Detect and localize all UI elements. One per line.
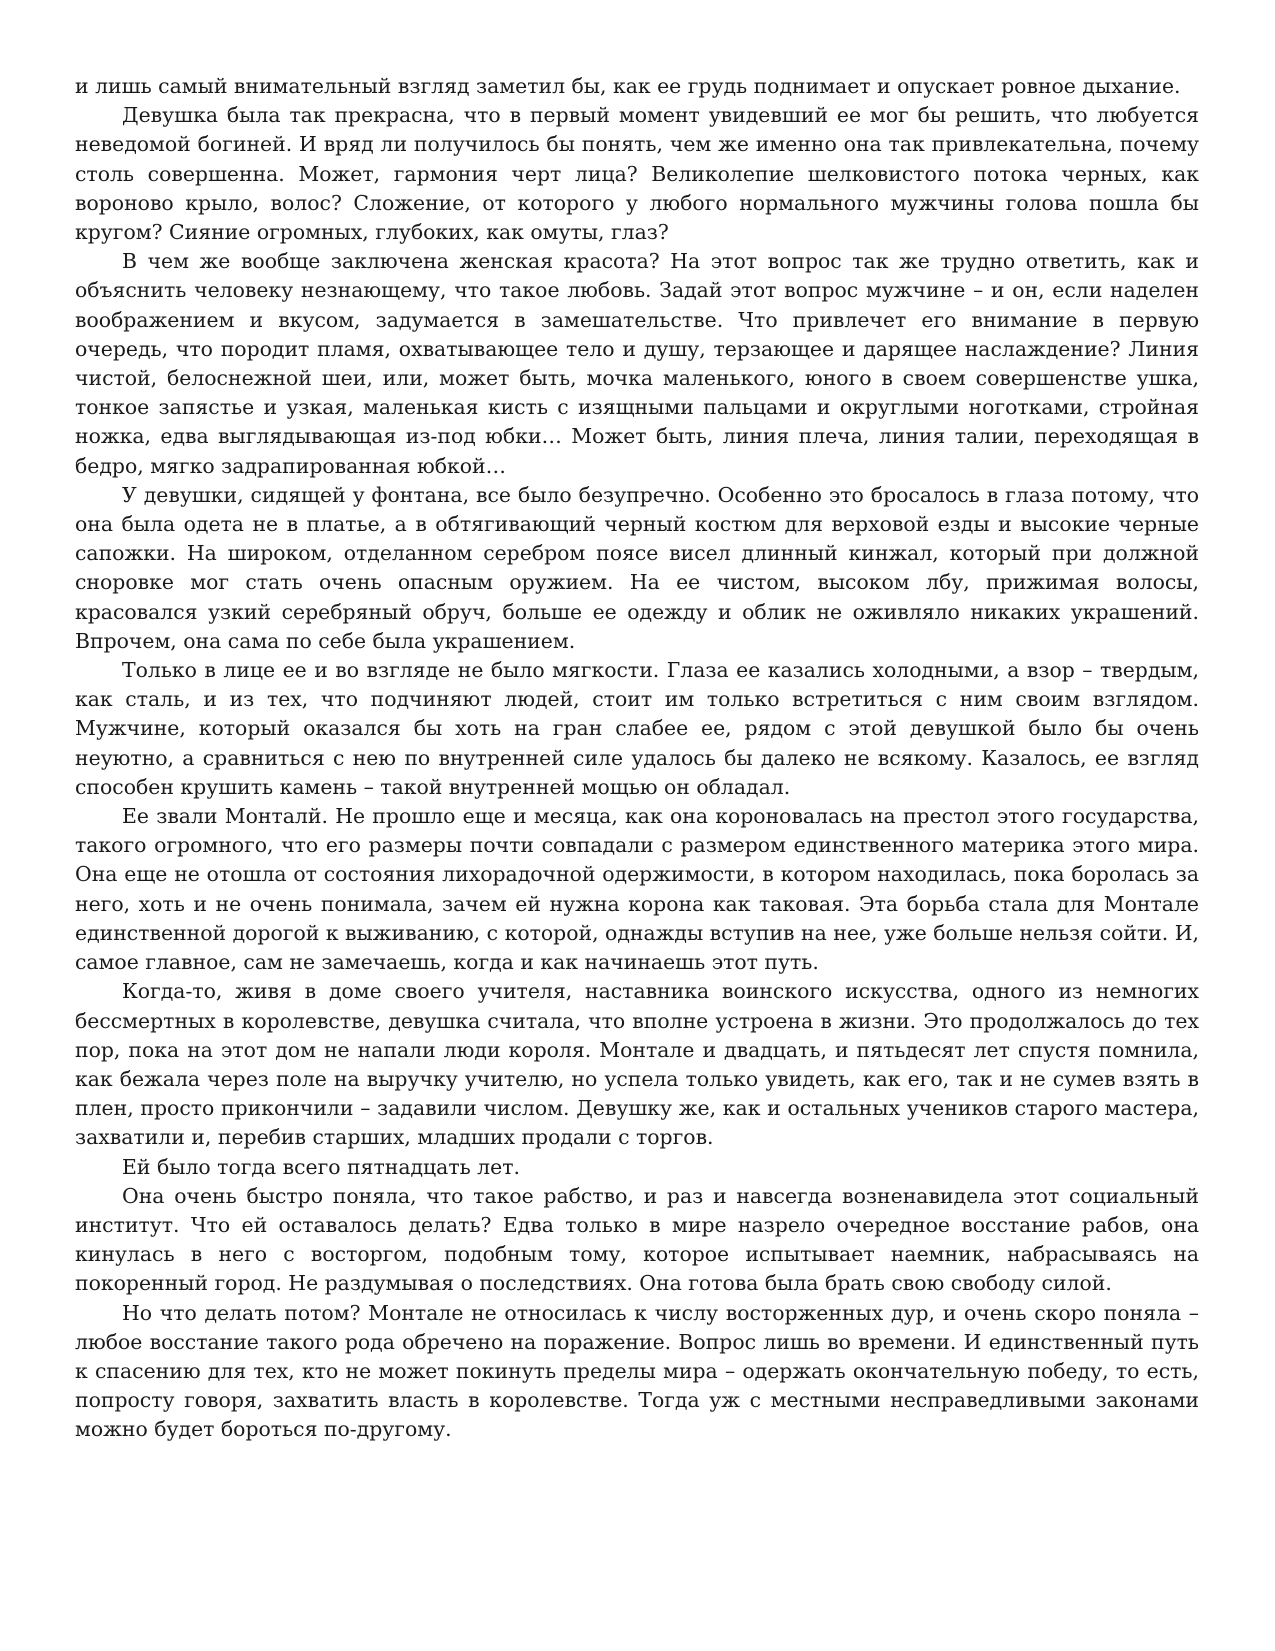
paragraph: и лишь самый внимательный взгляд заметил бы, как ее грудь поднимает и опускает ровное дыхание. [75, 74, 1181, 98]
paragraph: Ее звали Монталй. Не прошло еще и месяца, как она короновалась на престол этого государства, такого огромного, что его размеры почти совпадали с размером единственного материка этого мира. Она еще не отошла от состояния лихорадочной одержимости, в котором находилась, пока боролась за него, хоть и не очень понимала, зачем ей нужна корона как таковая. Эта борьба стала для Монтале единственной дорогой к выживанию, с которой, однажды вступив на нее, уже больше нельзя сойти. И, самое главное, сам не замечаешь, когда и как начинаешь этот путь. [75, 804, 1199, 975]
paragraph: Она очень быстро поняла, что такое рабство, и раз и навсегда возненавидела этот социальный институт. Что ей оставалось делать? Едва только в мире назрело очередное восстание рабов, она кинулась в него с восторгом, подобным тому, которое испытывает наемник, набрасываясь на покоренный город. Не раздумывая о последствиях. Она готова была брать свою свободу силой. [75, 1183, 1199, 1296]
paragraph: Только в лице ее и во взгляде не было мягкости. Глаза ее казались холодными, а взор – твердым, как сталь, и из тех, что подчиняют людей, стоит им только встретиться с ним своим взглядом. Мужчине, который оказался бы хоть на гран слабее ее, рядом с этой девушкой было бы очень неуютно, а сравниться с нею по внутренней силе удалось бы далеко не всякому. Казалось, ее взгляд способен крушить камень – такой внутренней мощью он обладал. [75, 658, 1199, 799]
paragraph: Но что делать потом? Монтале не относилась к числу восторженных дур, и очень скоро поняла – любое восстание такого рода обречено на поражение. Вопрос лишь во времени. И единственный путь к спасению для тех, кто не может покинуть пределы мира – одержать окончательную победу, то есть, попросту говоря, захватить власть в королевстве. Тогда уж с местными несправедливыми законами можно будет бороться по-другому. [75, 1300, 1199, 1442]
paragraph: У девушки, сидящей у фонтана, все было безупречно. Особенно это бросалось в глаза потому, что она была одета не в платье, а в обтягивающий черный костюм для верховой езды и высокие черные сапожки. На широком, отделанном серебром поясе висел длинный кинжал, который при должной сноровке мог стать очень опасным оружием. На ее чистом, высоком лбу, прижимая волосы, красовался узкий серебряный обруч, больше ее одежду и облик не оживляло никаких украшений. Впрочем, она сама по себе была украшением. [75, 482, 1199, 653]
document-page [75, 72, 1199, 1445]
paragraph: Когда-то, живя в доме своего учителя, наставника воинского искусства, одного из немногих бессмертных в королевстве, девушка считала, что вполне устроена в жизни. Это продолжалось до тех пор, пока на этот дом не напали люди короля. Монтале и двадцать, и пятьдесят лет спустя помнила, как бежала через поле на выручку учителю, но успела только увидеть, как его, так и не сумев взять в плен, просто прикончили – задавили числом. Девушку же, как и остальных учеников старого мастера, захватили и, перебив старших, младших продали с торгов. [75, 979, 1199, 1150]
paragraph: Ей было тогда всего пятнадцать лет. [122, 1154, 520, 1179]
paragraph: Девушка была так прекрасна, что в первый момент увидевший ее мог бы решить, что любуется неведомой богиней. И вряд ли получилось бы понять, чем же именно она так привлекательна, почему столь совершенна. Может, гармония черт лица? Великолепие шелковистого потока черных, как вороново крыло, волос? Сложение, от которого у любого нормального мужчины голова пошла бы кругом? Сияние огромных, глубоких, как омуты, глаз? [75, 103, 1199, 245]
paragraph: В чем же вообще заключена женская красота? На этот вопрос так же трудно ответить, как и объяснить человеку незнающему, что такое любовь. Задай этот вопрос мужчине – и он, если наделен воображением и вкусом, задумается в замешательстве. Что привлечет его внимание в первую очередь, что породит пламя, охватывающее тело и душу, терзающее и дарящее наслаждение? Линия чистой, белоснежной шеи, или, может быть, мочка маленького, юного в своем совершенстве ушка, тонкое запястье и узкая, маленькая кисть с изящными пальцами и округлыми ноготками, стройная ножка, едва выглядывающая из-под юбки… Может быть, линия плеча, линия талии, переходящая в бедро, мягко задрапированная юбкой… [75, 249, 1199, 478]
